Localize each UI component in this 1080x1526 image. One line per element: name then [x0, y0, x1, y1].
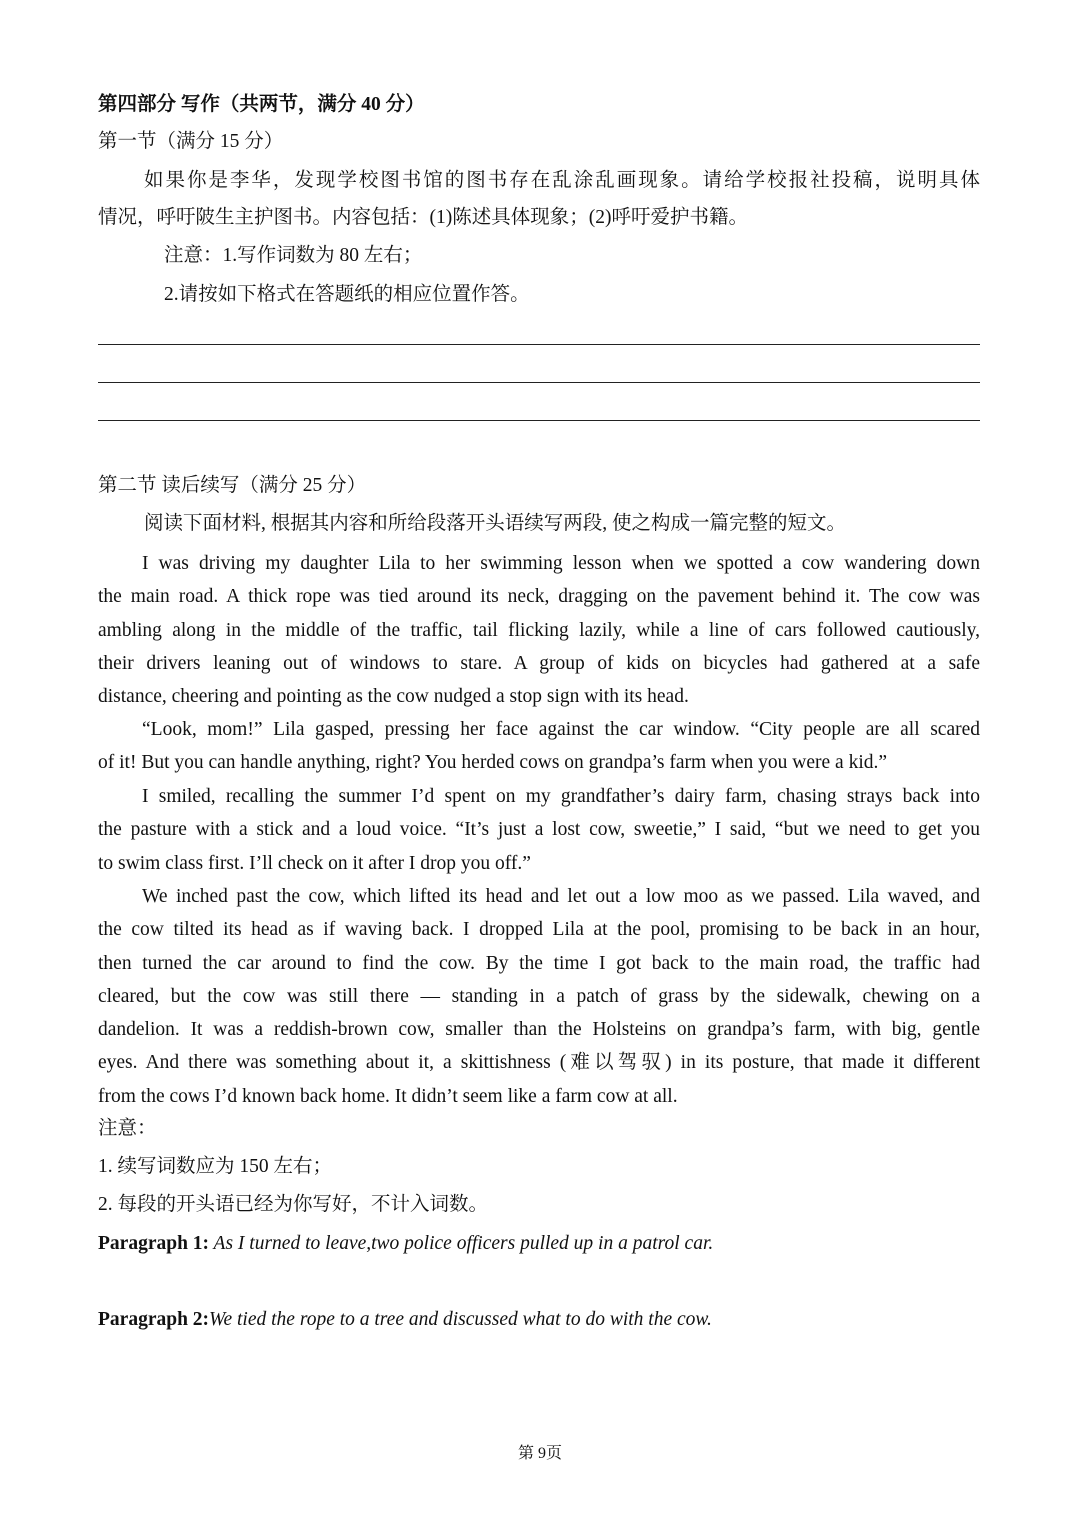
story-line: their drivers leaning out of windows to stare. A group of kids on bicycles had gathered at a safe — [98, 652, 980, 674]
paragraph1-label: Paragraph 1: — [98, 1233, 210, 1254]
story-line: the pasture with a stick and a loud voice. “It’s just a lost cow, sweetie,” I said, “but we need to get you — [98, 819, 980, 841]
story-line: dandelion. It was a reddish-brown cow, smaller than the Holsteins on grandpa’s farm, with big, gentle — [98, 1019, 980, 1041]
paragraph2-prompt — [98, 1305, 980, 1335]
section1-note2: 2.请按如下格式在答题纸的相应位置作答。 — [164, 284, 530, 305]
section1-prompt-line2: 情况，呼吁陂生主护图书。内容包括：(1)陈述具体现象；(2)呼吁爱护书籍。 — [98, 207, 748, 228]
story-paragraph-3 — [98, 780, 980, 880]
story-line: We inched past the cow, which lifted its head and let out a low moo as we passed. Lila waved, and — [142, 886, 980, 907]
story-line: to swim class first. I’ll check on it after I drop you off.” — [98, 852, 531, 874]
section1-note1: 注意：1.写作词数为 80 左右； — [164, 245, 423, 266]
story-line: from the cows I’d known back home. It didn’t seem like a farm cow at all. — [98, 1085, 678, 1107]
story-line: distance, cheering and pointing as the cow nudged a stop sign with its head. — [98, 686, 689, 708]
section2-instruction: 阅读下面材料, 根据其内容和所给段落开头语续写两段, 使之构成一篇完整的短文。 — [144, 513, 847, 534]
section2-note2: 2. 每段的开头语已经为你写好，不计入词数。 — [98, 1194, 489, 1215]
story-line: of it! But you can handle anything, right? You herded cows on grandpa’s farm when you were a kid.” — [98, 752, 888, 774]
answer-line-2 — [98, 382, 980, 383]
story-line: cleared, but the cow was still there — standing in a patch of grass by the sidewalk, chewing on a — [98, 985, 980, 1007]
story-line: the cow tilted its head as if waving back. I dropped Lila at the pool, promising to be back in an hour, — [98, 919, 980, 941]
section2-note-label: 注意： — [98, 1118, 157, 1139]
story-line: “Look, mom!” Lila gasped, pressing her face against the car window. “City people are all scared — [142, 719, 980, 740]
section2-heading: 第二节 读后续写（满分 25 分） — [98, 475, 367, 496]
part-title: 第四部分 写作（共两节，满分 40 分） — [98, 94, 425, 115]
story-paragraph-1 — [98, 547, 980, 713]
paragraph1-opening: As I turned to leave,two police officers pulled up in a patrol car. — [209, 1233, 714, 1254]
paragraph1-prompt — [98, 1229, 980, 1259]
page-number: 第 9页 — [517, 1445, 562, 1462]
section2-note1: 1. 续写词数应为 150 左右； — [98, 1156, 333, 1177]
section1-heading: 第一节（满分 15 分） — [98, 131, 284, 152]
story-line: I was driving my daughter Lila to her swimming lesson when we spotted a cow wandering down — [142, 553, 980, 574]
story-paragraph-2 — [98, 713, 980, 780]
story-line: I smiled, recalling the summer I’d spent on my grandfather’s dairy farm, chasing strays back into — [142, 786, 980, 807]
section1-prompt-line1: 如果你是李华，发现学校图书馆的图书存在乱涂乱画现象。请给学校报社投稿，说明具体 — [144, 170, 980, 191]
story-line: the main road. A thick rope was tied around its neck, dragging on the pavement behind it. The cow was — [98, 586, 980, 608]
answer-line-3 — [98, 420, 980, 421]
answer-line-1 — [98, 344, 980, 345]
paragraph2-opening: We tied the rope to a tree and discussed what to do with the cow. — [209, 1309, 712, 1330]
paragraph2-label: Paragraph 2: — [98, 1309, 210, 1330]
story-line: then turned the car around to find the cow. By the time I got back to the main road, the traffic had — [98, 952, 980, 974]
story-line: eyes. And there was something about it, a skittishness (难以驾驭) in its posture, that made it different — [98, 1052, 980, 1074]
story-paragraph-4 — [98, 880, 980, 1113]
story-line: ambling along in the middle of the traffic, tail flicking lazily, while a line of cars followed cautiously, — [98, 619, 980, 641]
